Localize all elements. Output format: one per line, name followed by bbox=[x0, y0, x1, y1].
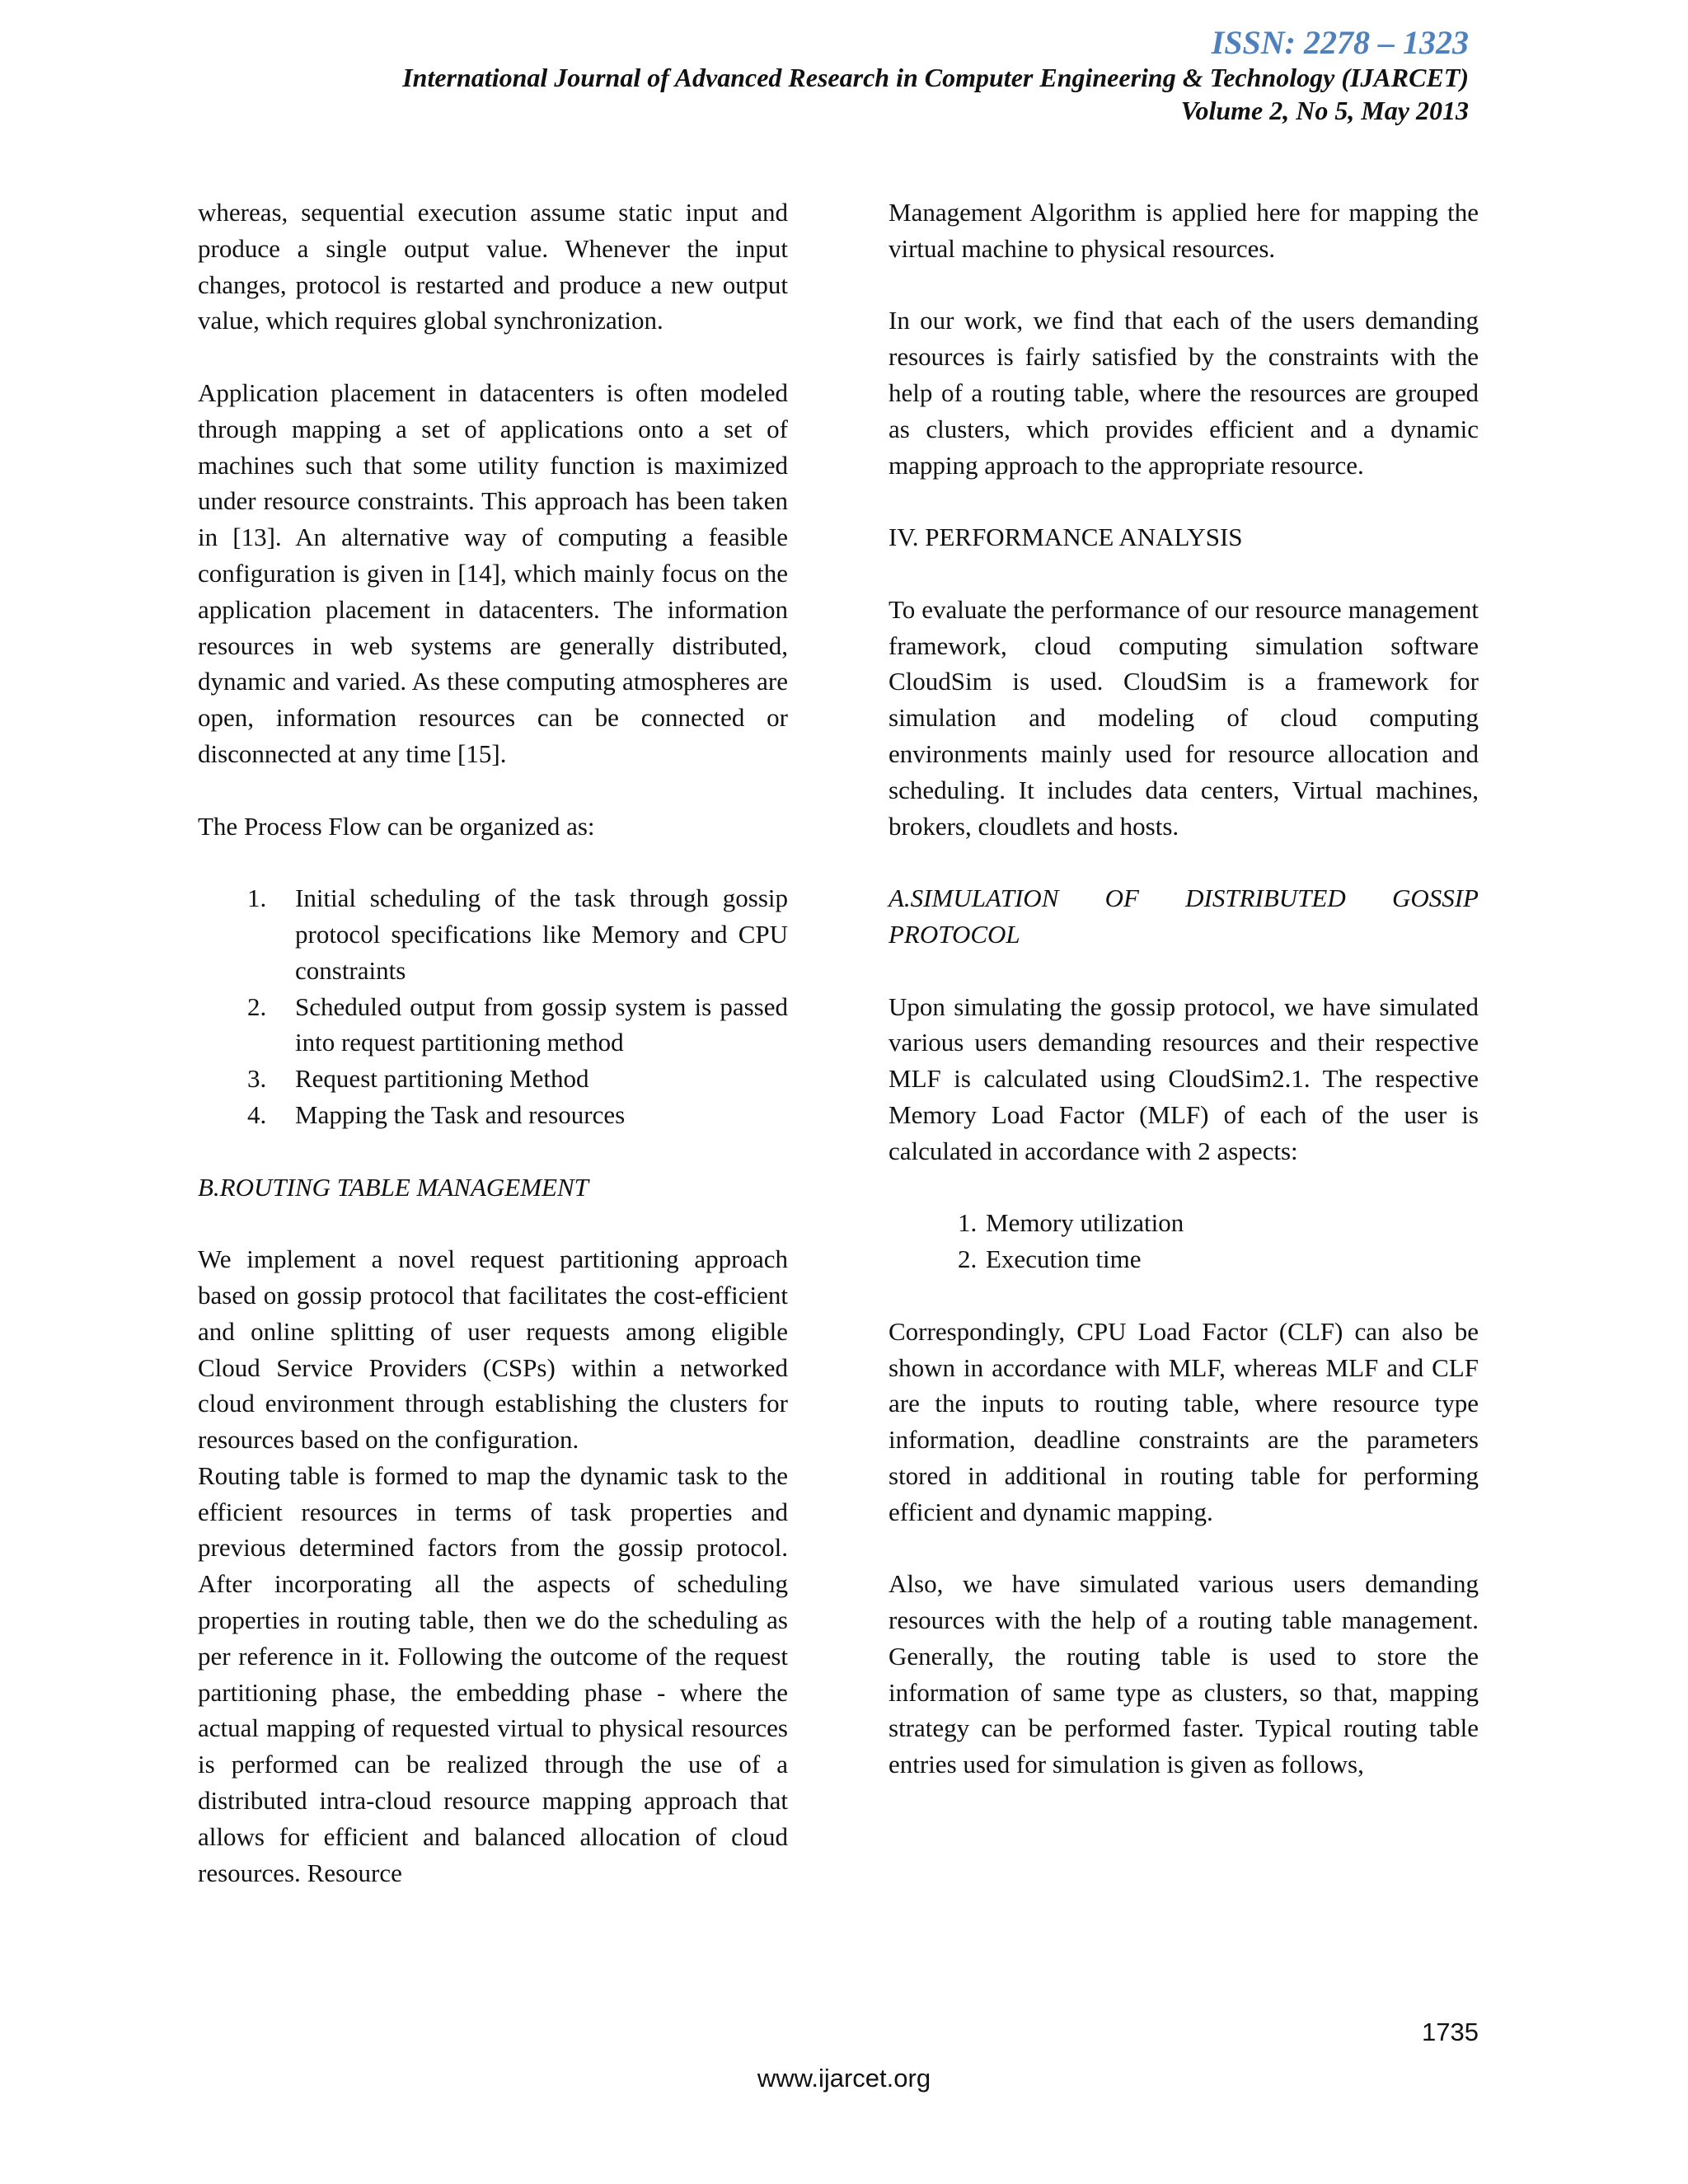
list-text: Mapping the Task and resources bbox=[295, 1099, 626, 1129]
list-text: Scheduled output from gossip system is passed into request partitioning method bbox=[295, 991, 788, 1057]
paragraph: To evaluate the performance of our resource management framework, cloud computing simulation software CloudSim is used. CloudSim is a framework for simulation and modeling of cloud computing environments mainly used for resource allocation and scheduling. It includes data centers, Virtual machines, brokers, cloudlets and hosts. bbox=[889, 594, 1479, 841]
paragraph: Correspondingly, CPU Load Factor (CLF) can also be shown in accordance with MLF, whereas MLF and CLF are the inputs to routing table, where resource type information, deadline constraints are the parameters stored in additional in routing table for performing efficient and dynamic mapping. bbox=[889, 1316, 1479, 1526]
paragraph: The Process Flow can be organized as: bbox=[198, 811, 595, 841]
list-number: 2. bbox=[958, 1244, 978, 1274]
paragraph: Application placement in datacenters is often modeled through mapping a set of applications onto a set of machines such that some utility function is maximized under resource constraints. This approach has been taken in [13]. An alternative way of computing a feasible configuration is given in [14], which mainly focus on the application placement in datacenters. The information resources in web systems are generally distributed, dynamic and varied. As these computing atmospheres are open, information resources can be connected or disconnected at any time [15]. bbox=[198, 377, 788, 768]
paragraph: Upon simulating the gossip protocol, we have simulated various users demanding resources and their respective MLF is calculated using CloudSim2.1. The respective Memory Load Factor (MLF) of each of the user is calculated in accordance with 2 aspects: bbox=[889, 991, 1479, 1165]
paragraph: We implement a novel request partitioning approach based on gossip protocol that facilitates the cost-efficient and online splitting of user requests among eligible Cloud Service Providers (CSPs) within a networked cloud environment through establishing the clusters for resources based on the configuration. bbox=[198, 1244, 788, 1455]
footer-url: www.ijarcet.org bbox=[757, 2064, 931, 2093]
list-item bbox=[889, 1205, 1479, 1241]
right-column bbox=[889, 194, 1479, 1783]
paragraph: Also, we have simulated various users demanding resources with the help of a routing table management. Generally, the routing table is used to store the information of same type as clusters, so that, mapping strategy can be performed faster. Typical routing table entries used for simulation is given as follows, bbox=[889, 1569, 1479, 1779]
journal-title: International Journal of Advanced Research in Computer Engineering & Technology (IJARCET) bbox=[402, 63, 1469, 92]
list-item bbox=[198, 880, 788, 988]
list-item bbox=[198, 989, 788, 1062]
subsection-heading: B.ROUTING TABLE MANAGEMENT bbox=[198, 1172, 588, 1202]
list-number: 2. bbox=[247, 991, 267, 1021]
list-number: 1. bbox=[958, 1208, 978, 1238]
list-item bbox=[889, 1241, 1479, 1277]
list-item bbox=[198, 1097, 788, 1133]
list-text: Execution time bbox=[986, 1244, 1142, 1274]
page-number: 1735 bbox=[1422, 2018, 1479, 2046]
list-text: Memory utilization bbox=[986, 1208, 1184, 1238]
list-number: 3. bbox=[247, 1064, 267, 1094]
aspects-list bbox=[889, 1205, 1479, 1277]
section-heading: IV. PERFORMANCE ANALYSIS bbox=[889, 523, 1243, 552]
paragraph: Routing table is formed to map the dynamic task to the efficient resources in terms of task properties and previous determined factors from the gossip protocol. After incorporating all the aspects of scheduling properties in routing table, then we do the scheduling as per reference in it. Following the outcome of the request partitioning phase, the embedding phase - where the actual mapping of requested virtual to physical resources is performed can be realized through the use of a distributed intra-cloud resource mapping approach that allows for efficient and balanced allocation of cloud resources. Resource bbox=[198, 1460, 788, 1887]
subsection-heading: A.SIMULATION OF DISTRIBUTED GOSSIP PROTOCOL bbox=[889, 883, 1479, 949]
list-number: 4. bbox=[247, 1099, 267, 1129]
process-flow-list bbox=[198, 880, 788, 1133]
volume-info: Volume 2, No 5, May 2013 bbox=[1180, 96, 1469, 125]
paragraph: In our work, we find that each of the users demanding resources is fairly satisfied by the constraints with the help of a routing table, where the resources are grouped as clusters, which provides efficient and a dynamic mapping approach to the appropriate resource. bbox=[889, 306, 1479, 480]
issn-header: ISSN: 2278 – 1323 bbox=[1211, 24, 1469, 61]
list-item bbox=[198, 1061, 788, 1097]
paragraph: Management Algorithm is applied here for mapping the virtual machine to physical resources. bbox=[889, 198, 1479, 263]
list-text: Initial scheduling of the task through gossip protocol specifications like Memory and CPU constraints bbox=[295, 883, 788, 985]
list-number: 1. bbox=[247, 883, 267, 913]
list-text: Request partitioning Method bbox=[295, 1064, 589, 1094]
left-column bbox=[198, 194, 788, 1891]
paragraph: whereas, sequential execution assume static input and produce a single output value. Whenever the input changes, protocol is restarted and produce a new output value, which requires global synchronization. bbox=[198, 198, 788, 335]
